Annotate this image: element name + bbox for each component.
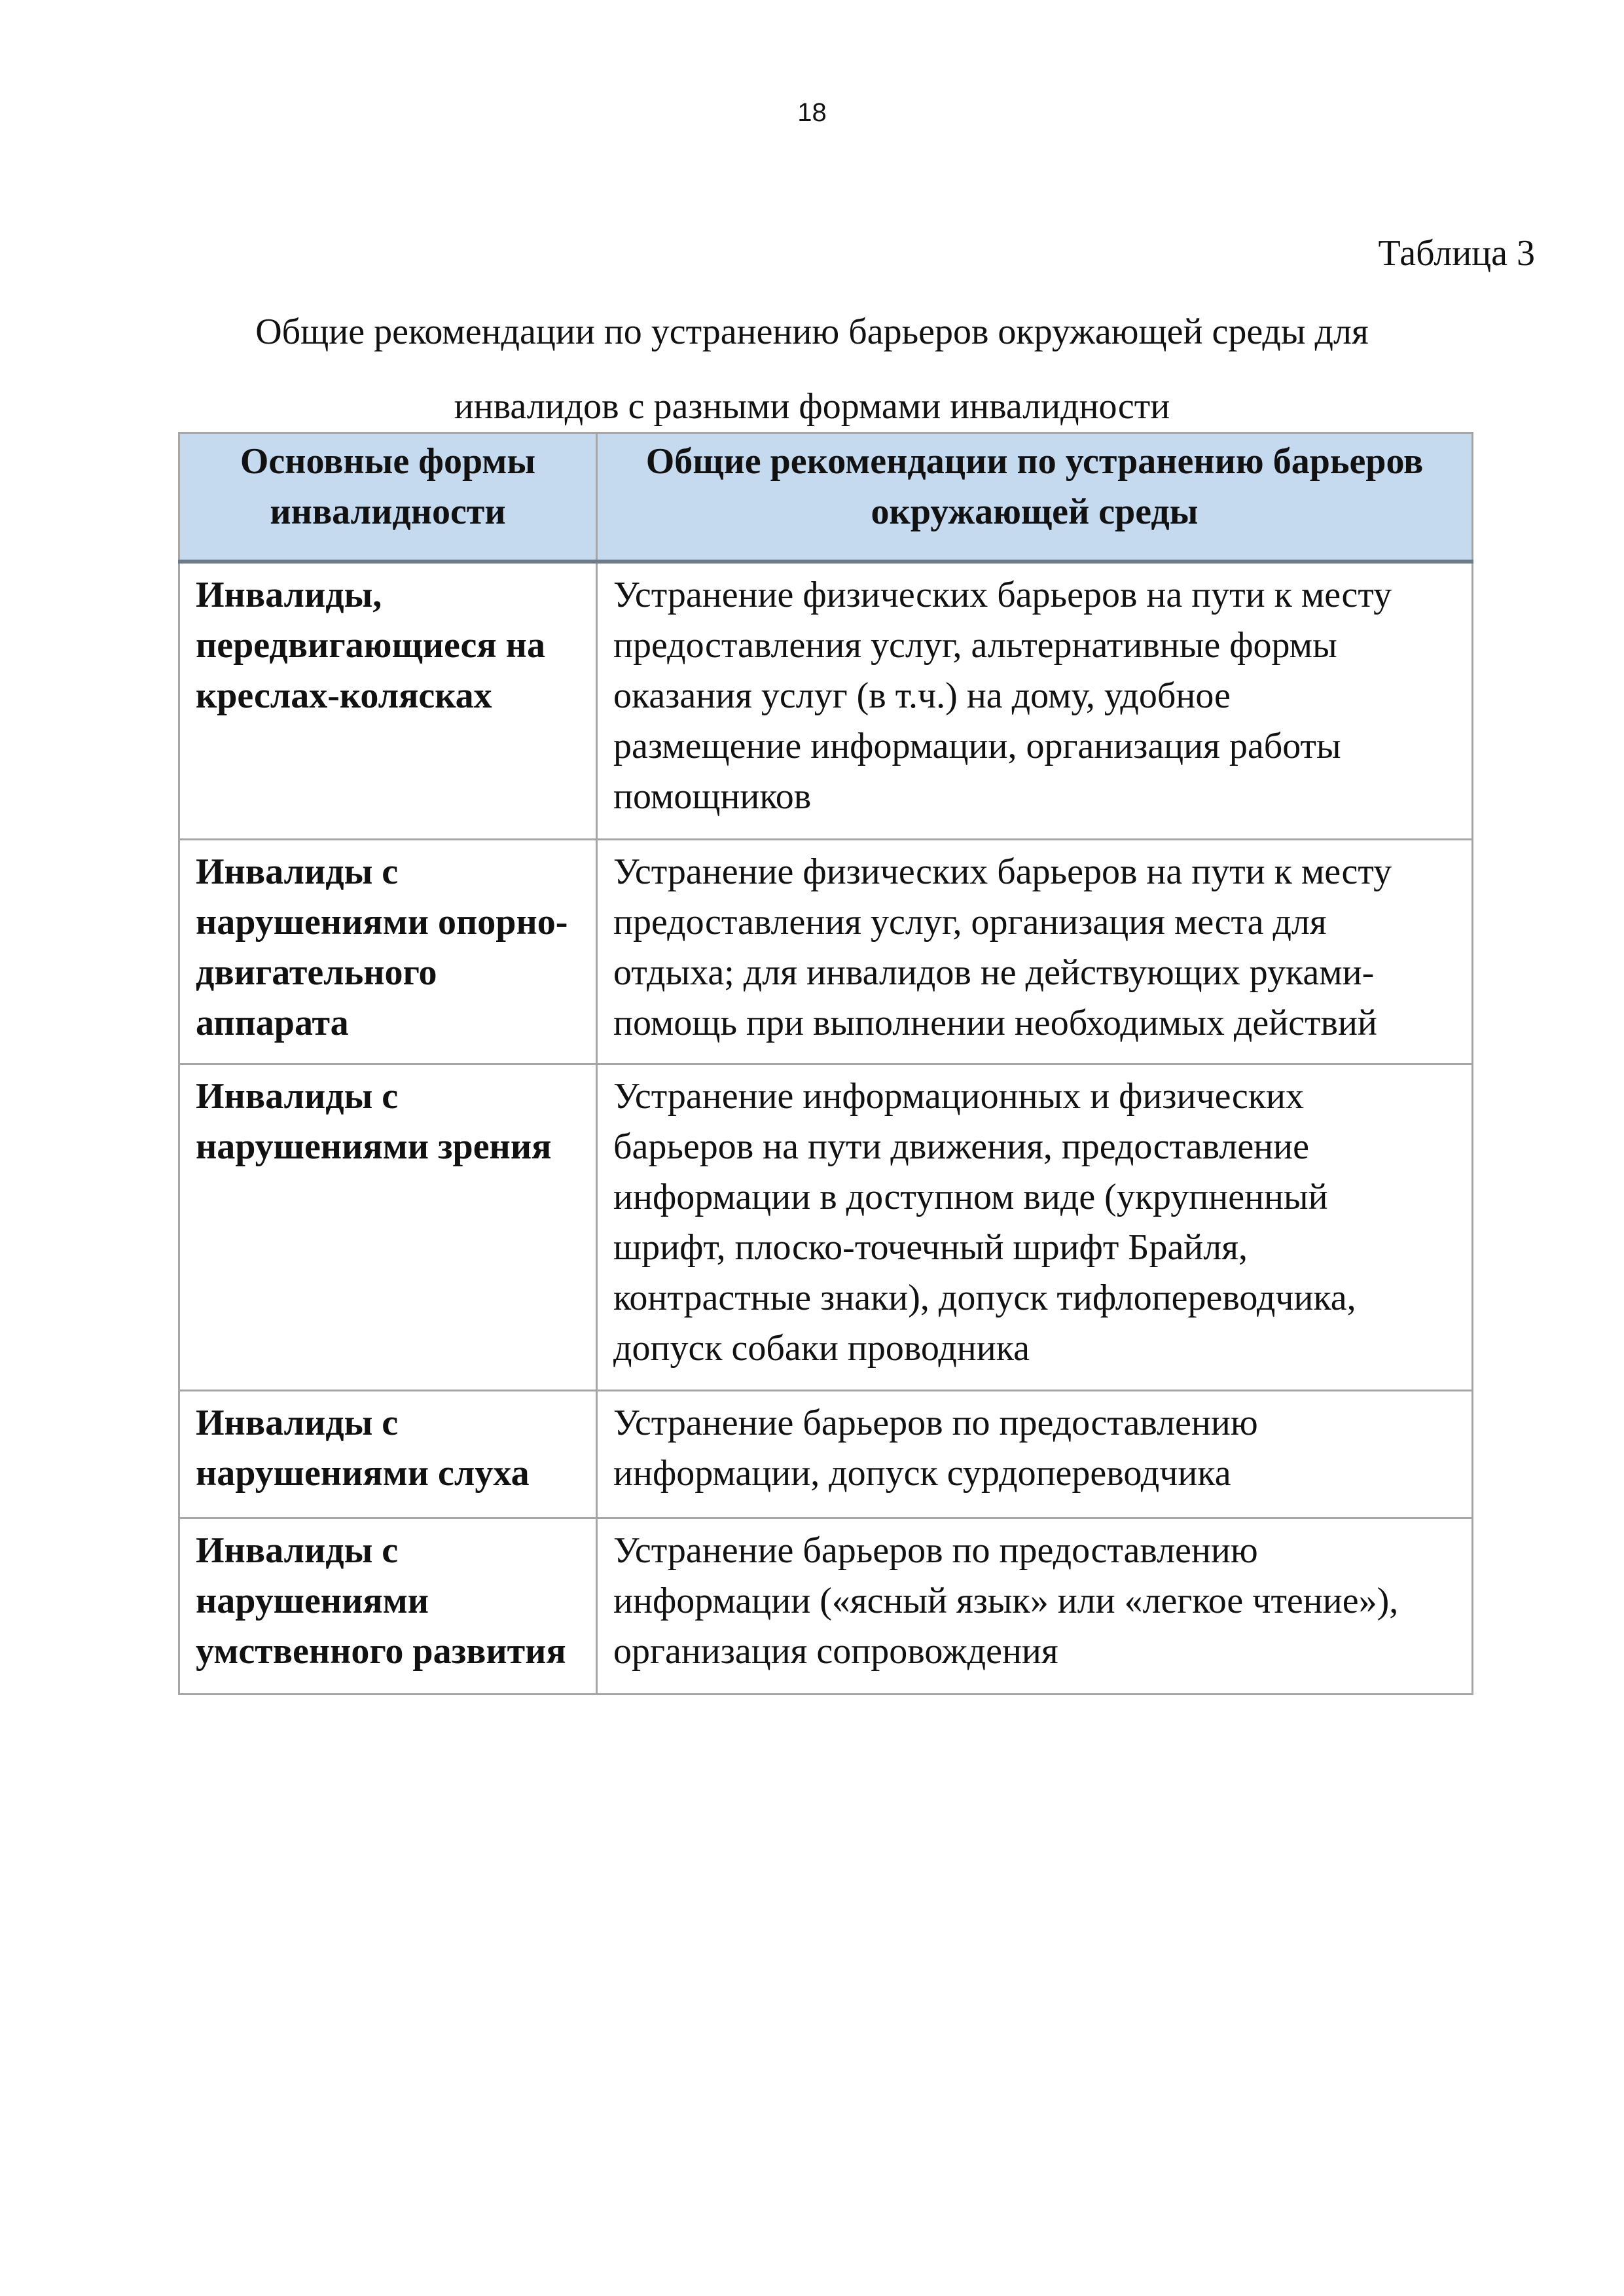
cell-line: Устранение физических барьеров на пути к месту [613, 852, 1392, 892]
cell-line: помощников [613, 776, 812, 817]
disability-form-cell [179, 562, 597, 840]
table-row [179, 562, 1473, 840]
cell-line: нарушениями зрения [196, 1126, 552, 1167]
recommendation-cell [597, 840, 1473, 1064]
cell-line: Инвалиды с [196, 1403, 399, 1443]
table-row [179, 1391, 1473, 1518]
cell-line: нарушениями опорно- [196, 902, 568, 942]
cell-line: двигательного [196, 952, 437, 993]
caption-line-2: инвалидов с разными формами инвалидности [454, 386, 1170, 427]
table-row [179, 1064, 1473, 1391]
table-row [179, 840, 1473, 1064]
disability-form-cell [179, 1518, 597, 1695]
recommendations-table [178, 432, 1473, 1695]
cell-line: помощь при выполнении необходимых действий [613, 1003, 1377, 1043]
table-row [179, 1518, 1473, 1695]
caption-line-1: Общие рекомендации по устранению барьеров окружающей среды для [255, 312, 1369, 352]
header-line: инвалидности [270, 492, 506, 532]
recommendation-cell [597, 1064, 1473, 1391]
cell-line: Инвалиды с [196, 852, 399, 892]
header-disability-forms [179, 433, 597, 562]
cell-line: креслах-колясках [196, 675, 492, 716]
disability-form-cell [179, 1064, 597, 1391]
cell-line: отдыха; для инвалидов не действующих руками- [613, 952, 1375, 993]
cell-line: Устранение барьеров по предоставлению [613, 1403, 1258, 1443]
cell-line: предоставления услуг, организация места для [613, 902, 1327, 942]
cell-line: информации («ясный язык» или «легкое чтение»), [613, 1581, 1399, 1621]
header-line: окружающей среды [871, 492, 1199, 532]
cell-line: Инвалиды с [196, 1076, 399, 1117]
recommendation-cell [597, 562, 1473, 840]
disability-form-cell [179, 1391, 597, 1518]
cell-line: размещение информации, организация работы [613, 726, 1341, 766]
cell-line: аппарата [196, 1003, 349, 1043]
cell-line: передвигающиеся на [196, 625, 545, 666]
cell-line: оказания услуг (в т.ч.) на дому, удобное [613, 675, 1231, 716]
cell-line: шрифт, плоско-точечный шрифт Брайля, [613, 1227, 1248, 1268]
header-line: Основные формы [240, 441, 536, 482]
cell-line: предоставления услуг, альтернативные формы [613, 625, 1337, 666]
cell-line: Устранение информационных и физических [613, 1076, 1304, 1117]
cell-line: контрастные знаки), допуск тифлопереводчика, [613, 1278, 1356, 1318]
cell-line: Инвалиды, [196, 575, 382, 615]
table-header-row [179, 433, 1473, 562]
cell-line: допуск собаки проводника [613, 1328, 1030, 1369]
cell-line: Устранение барьеров по предоставлению [613, 1530, 1258, 1571]
header-line: Общие рекомендации по устранению барьеров [645, 441, 1424, 482]
recommendation-cell [597, 1391, 1473, 1518]
disability-form-cell [179, 840, 597, 1064]
cell-line: информации, допуск сурдопереводчика [613, 1453, 1231, 1494]
table-caption [0, 295, 1624, 444]
cell-line: организация сопровождения [613, 1631, 1058, 1672]
cell-line: барьеров на пути движения, предоставление [613, 1126, 1309, 1167]
page-number: 18 [797, 98, 827, 127]
cell-line: нарушениями [196, 1581, 429, 1621]
cell-line: умственного развития [196, 1631, 566, 1672]
recommendation-cell [597, 1518, 1473, 1695]
header-recommendations [597, 433, 1473, 562]
cell-line: Инвалиды с [196, 1530, 399, 1571]
table-label: Таблица 3 [1378, 233, 1535, 274]
cell-line: Устранение физических барьеров на пути к месту [613, 575, 1392, 615]
cell-line: информации в доступном виде (укрупненный [613, 1177, 1328, 1217]
cell-line: нарушениями слуха [196, 1453, 530, 1494]
